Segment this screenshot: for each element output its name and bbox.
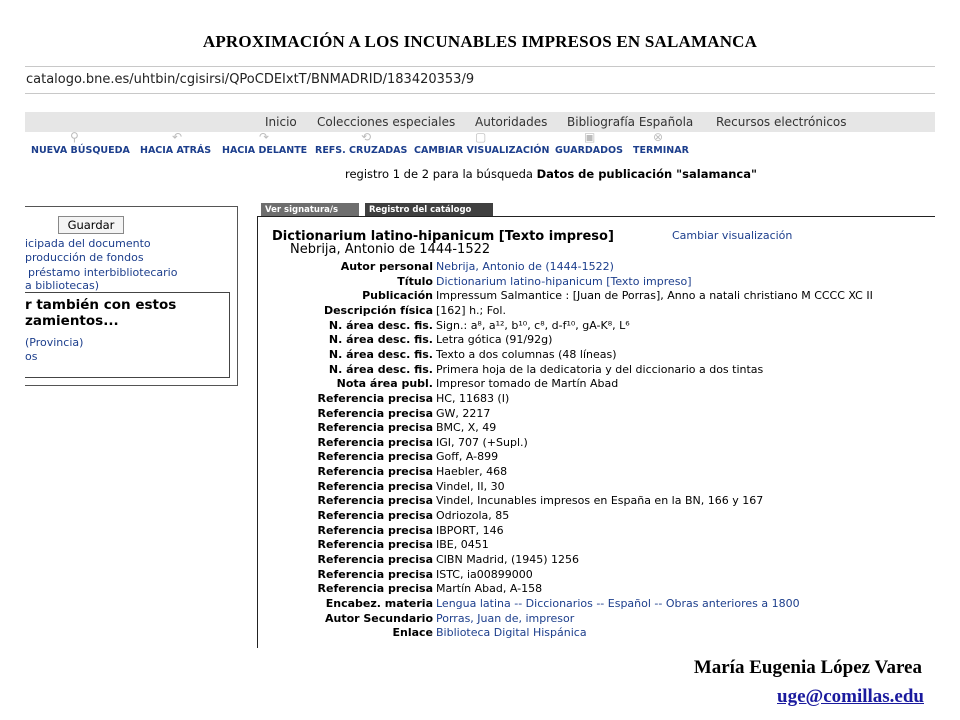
address-bar[interactable]: [25, 66, 935, 94]
cross-arrows-icon[interactable]: ⟲: [361, 130, 372, 144]
url-text: catalogo.bne.es/uhtbin/cgisirsi/QPoCDEIxtT/BNMADRID/183420353/9: [26, 72, 475, 87]
record-field-row: [258, 319, 935, 334]
field-value-link[interactable]: Nebrija, Antonio de (1444-1522): [436, 260, 614, 273]
field-value: Primera hoja de la dedicatoria y del diccionario a dos tintas: [436, 362, 764, 376]
field-value: HC, 11683 (I): [436, 391, 510, 405]
record-field-row: [258, 363, 935, 378]
left-link-4[interactable]: a bibliotecas): [25, 279, 99, 292]
field-label: Encabez. materia: [325, 596, 433, 610]
record-field-row: [258, 421, 935, 436]
catalog-screenshot: [25, 66, 935, 648]
record-field-row: [258, 436, 935, 451]
field-label: Referencia precisa: [317, 391, 433, 405]
field-label: Referencia precisa: [317, 538, 433, 552]
see-also-link-1[interactable]: (Provincia): [25, 336, 84, 349]
record-field-row: [258, 553, 935, 568]
field-label: Referencia precisa: [317, 435, 433, 449]
record-field-row: [258, 626, 935, 641]
nav-colecciones-especiales[interactable]: Colecciones especiales: [317, 115, 456, 129]
field-label: Autor Secundario: [324, 611, 433, 625]
back-button[interactable]: HACIA ATRÁS: [140, 145, 212, 156]
record-field-row: [258, 407, 935, 422]
nav-inicio[interactable]: Inicio: [265, 115, 297, 129]
field-label: Título: [397, 274, 433, 288]
saved-button[interactable]: GUARDADOS: [555, 145, 623, 156]
slide-author: María Eugenia López Varea: [693, 657, 922, 678]
field-label: Referencia precisa: [317, 523, 433, 537]
nav-autoridades[interactable]: Autoridades: [475, 115, 548, 129]
field-value: Sign.: a⁸, a¹², b¹⁰, c⁸, d-f¹⁰, gA-K⁸, L⁶: [436, 318, 630, 332]
field-label: Autor personal: [340, 260, 433, 273]
record-field-row: [258, 289, 935, 304]
field-label: Nota área publ.: [336, 377, 433, 391]
record-field-row: [258, 582, 935, 597]
cross-refs-button[interactable]: REFS. CRUZADAS: [315, 145, 408, 156]
new-search-button[interactable]: NUEVA BÚSQUEDA: [31, 145, 130, 156]
field-value: GW, 2217: [436, 406, 491, 420]
field-value: CIBN Madrid, (1945) 1256: [436, 553, 580, 566]
back-arrow-icon[interactable]: ↶: [172, 130, 183, 144]
field-label: Referencia precisa: [317, 567, 433, 581]
field-value-link[interactable]: Lengua latina -- Diccionarios -- Español -- Obras anteriores a 1800: [436, 596, 800, 610]
field-value: IGI, 707 (+Supl.): [436, 435, 528, 449]
floppy-icon[interactable]: ▣: [584, 130, 596, 144]
field-value-link[interactable]: Dictionarium latino-hipanicum [Texto impreso]: [436, 274, 692, 288]
field-value: IBE, 0451: [436, 538, 489, 552]
field-value: Vindel, II, 30: [436, 479, 505, 493]
record-field-row: [258, 538, 935, 553]
see-also-link-2[interactable]: os: [25, 350, 38, 363]
left-panel: [25, 206, 238, 386]
record-field-row: [258, 612, 935, 627]
slide-email-link[interactable]: uge@comillas.edu: [777, 686, 924, 707]
record-title: Dictionarium latino-hipanicum [Texto impreso]: [272, 229, 614, 244]
record-field-row: [258, 392, 935, 407]
field-value: Haebler, 468: [436, 465, 508, 479]
field-value: Goff, A-899: [436, 450, 499, 464]
change-view-link[interactable]: Cambiar visualización: [672, 229, 793, 242]
record-field-row: [258, 524, 935, 539]
field-label: Referencia precisa: [317, 406, 433, 420]
field-label: Referencia precisa: [317, 582, 433, 596]
field-value-link[interactable]: Porras, Juan de, impresor: [436, 611, 575, 625]
tab-ver-signatura[interactable]: Ver signatura/s: [261, 203, 359, 217]
field-label: N. área desc. fis.: [328, 333, 433, 347]
change-view-button[interactable]: CAMBIAR VISUALIZACIÓN: [414, 145, 550, 156]
record-field-row: [258, 568, 935, 583]
search-result-info: [345, 167, 757, 181]
field-value: IBPORT, 146: [436, 523, 504, 537]
record-field-row: [258, 275, 935, 290]
field-label: Referencia precisa: [317, 479, 433, 493]
magnifier-icon[interactable]: ⚲: [70, 130, 79, 144]
field-value: Vindel, Incunables impresos en España en la BN, 166 y 167: [436, 494, 764, 508]
see-also-title: r también con estos zamientos...: [25, 297, 177, 329]
field-label: Referencia precisa: [317, 465, 433, 479]
record-panel: [257, 216, 935, 648]
record-field-row: [258, 465, 935, 480]
field-label: N. área desc. fis.: [328, 347, 433, 361]
field-label: N. área desc. fis.: [328, 318, 433, 332]
record-field-row: [258, 333, 935, 348]
nav-recursos-electronicos[interactable]: Recursos electrónicos: [716, 115, 847, 129]
nav-bibliografia-espanola[interactable]: Bibliografía Española: [567, 115, 694, 129]
field-value: Odriozola, 85: [436, 509, 510, 523]
top-navigation: [25, 112, 935, 132]
record-field-row: [258, 377, 935, 392]
field-value: Martín Abad, A-158: [436, 582, 543, 596]
record-field-row: [258, 494, 935, 509]
record-field-row: [258, 304, 935, 319]
finish-button[interactable]: TERMINAR: [633, 145, 689, 156]
field-value: Texto a dos columnas (48 líneas): [436, 347, 617, 361]
field-value: Impresor tomado de Martín Abad: [436, 377, 619, 391]
field-label: Referencia precisa: [317, 421, 433, 435]
window-icon[interactable]: ▢: [475, 130, 487, 144]
left-link-3[interactable]: préstamo interbibliotecario: [28, 266, 178, 279]
left-link-2[interactable]: producción de fondos: [25, 251, 144, 264]
field-value-link[interactable]: Biblioteca Digital Hispánica: [436, 626, 587, 640]
field-label: Descripción física: [323, 303, 433, 317]
record-field-row: [258, 597, 935, 612]
field-label: Referencia precisa: [317, 509, 433, 523]
left-link-1[interactable]: icipada del documento: [25, 237, 151, 250]
field-value: Letra gótica (91/92g): [436, 333, 553, 347]
field-label: Referencia precisa: [317, 494, 433, 508]
field-value: Impressum Salmantice : [Juan de Porras], Anno a natali christiano M CCCC XC II: [436, 289, 873, 303]
field-label: Publicación: [362, 289, 433, 303]
record-author: Nebrija, Antonio de 1444-1522: [290, 242, 491, 257]
record-field-row: [258, 450, 935, 465]
forward-arrow-icon[interactable]: ↷: [259, 130, 270, 144]
record-field-row: [258, 480, 935, 495]
close-icon[interactable]: ⊗: [653, 130, 664, 144]
record-field-row: [258, 260, 935, 275]
field-label: N. área desc. fis.: [328, 362, 433, 376]
save-button[interactable]: Guardar: [58, 216, 124, 234]
field-value: ISTC, ia00899000: [436, 567, 533, 581]
record-counter: registro 1 de 2 para la búsqueda: [345, 167, 533, 181]
field-value: [162] h.; Fol.: [436, 303, 506, 317]
field-label: Enlace: [392, 626, 433, 640]
see-also-box: [25, 292, 230, 378]
forward-button[interactable]: HACIA DELANTE: [222, 145, 308, 156]
search-query: Datos de publicación "salamanca": [536, 167, 757, 181]
field-label: Referencia precisa: [317, 553, 433, 566]
field-value: BMC, X, 49: [436, 421, 497, 435]
tab-registro-catalogo[interactable]: Registro del catálogo: [365, 203, 493, 217]
record-field-row: [258, 348, 935, 363]
field-label: Referencia precisa: [317, 450, 433, 464]
slide-title: APROXIMACIÓN A LOS INCUNABLES IMPRESOS EN SALAMANCA: [202, 32, 758, 51]
record-field-row: [258, 509, 935, 524]
